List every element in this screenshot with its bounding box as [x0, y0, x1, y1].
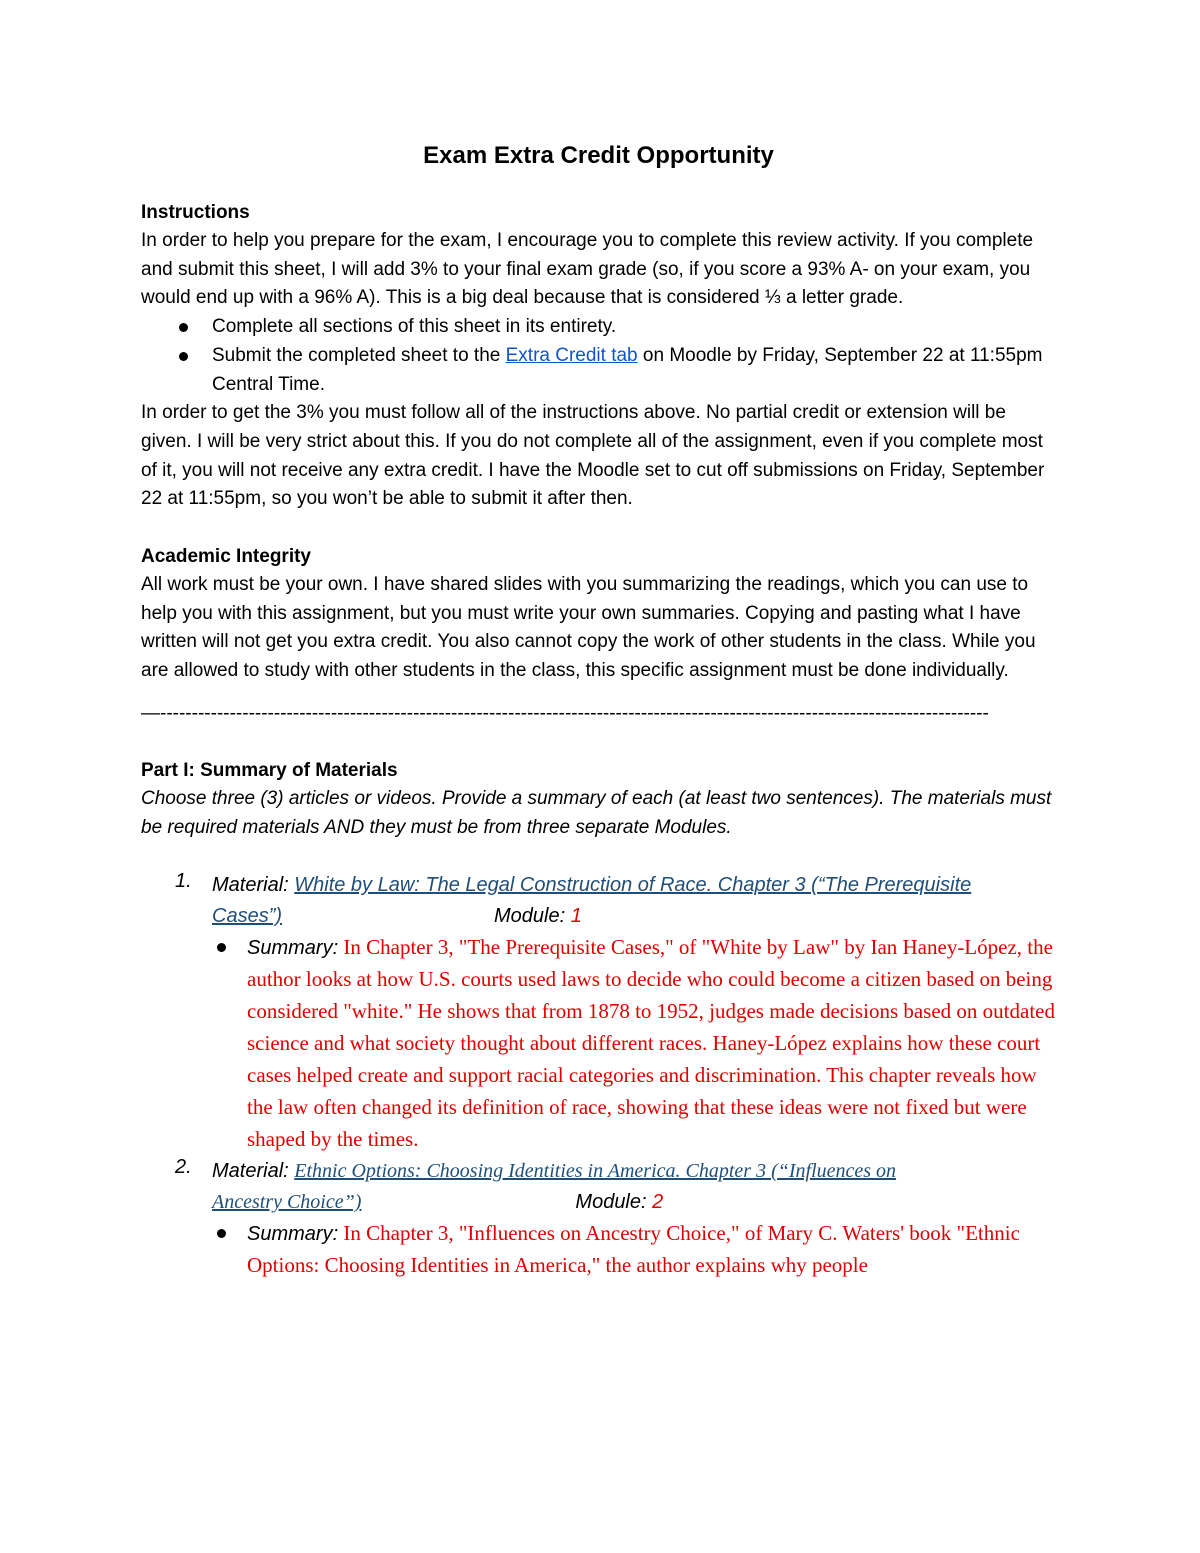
- material-line: [212, 901, 1056, 932]
- module-value: 1: [570, 905, 582, 928]
- material-label: Material:: [212, 1160, 295, 1183]
- material-line: [212, 870, 1056, 901]
- material-link[interactable]: Ancestry Choice”): [212, 1191, 362, 1214]
- list-item: [141, 313, 1056, 342]
- summary-label: Summary:: [247, 937, 339, 960]
- summary-list: [212, 932, 1056, 1156]
- module-label: Module:: [494, 905, 571, 928]
- section-divider: —-----------------------------------------------------------------------------------------------------------------------------------: [141, 702, 989, 724]
- bullet-text: Complete all sections of this sheet in its entirety.: [212, 316, 617, 338]
- bullet-icon: [179, 352, 188, 361]
- materials-list: [141, 870, 1056, 1282]
- bullet-icon: [217, 943, 226, 952]
- list-item: [141, 342, 1056, 399]
- material-number: 1.: [175, 870, 192, 893]
- material-line: [212, 1187, 1056, 1218]
- module-label: Module:: [575, 1191, 653, 1214]
- instructions-heading: Instructions: [141, 202, 250, 223]
- summary-text: In Chapter 3, "The Prerequisite Cases," of "White by Law" by Ian Haney-López, the author looks at how U.S. courts used laws to decide who could become a citizen based on being considered "white." He shows that from 1878 to 1952, judges made decisions based on outdated science and what society thought about different races. Haney-López explains how these court cases helped create and support racial categories and discrimination. This chapter reveals how the law often changed its definition of race, showing that these ideas were not fixed but were shaped by the times.: [247, 935, 1055, 1152]
- summary-list: [212, 1218, 1056, 1282]
- material-label: Material:: [212, 874, 295, 897]
- module-value: 2: [652, 1191, 664, 1214]
- summary-label: Summary:: [247, 1223, 339, 1246]
- bullet-text-pre: Submit the completed sheet to the: [212, 344, 506, 366]
- integrity-heading: Academic Integrity: [141, 546, 311, 568]
- material-item: [141, 870, 1056, 1156]
- bullet-icon: [217, 1229, 226, 1238]
- document-page: [141, 138, 1056, 1282]
- bullet-text-post: on Moodle by Friday, September 22 at 11:55pm Central Time.: [212, 344, 1043, 395]
- summary-item: [212, 1218, 1056, 1282]
- part1-heading: Part I: Summary of Materials: [141, 759, 398, 781]
- extra-credit-tab-link[interactable]: Extra Credit tab: [505, 344, 638, 366]
- spacer: [141, 514, 1056, 542]
- material-number: 2.: [175, 1156, 192, 1179]
- summary-item: [212, 932, 1056, 1156]
- part1-instructions: Choose three (3) articles or videos. Provide a summary of each (at least two sentences). The materials must be required materials AND they must be from three separate Modules.: [141, 787, 1052, 838]
- material-link[interactable]: White by Law: The Legal Construction of Race. Chapter 3 (“The Prerequisite: [294, 874, 972, 897]
- integrity-body: All work must be your own. I have shared slides with you summarizing the readings, which you can use to help you with this assignment, but you must write your own summaries. Copying and pasting what I have written will not get you extra credit. You also cannot copy the work of other students in the class. While you are allowed to study with other students in the class, this specific assignment must be done individually.: [141, 574, 1036, 682]
- material-link[interactable]: Cases”): [212, 905, 283, 928]
- document-title: Exam Extra Credit Opportunity: [423, 142, 774, 169]
- material-item: [141, 1156, 1056, 1282]
- summary-text: In Chapter 3, "Influences on Ancestry Choice," of Mary C. Waters' book "Ethnic Options: Choosing Identities in America," the author explains why people: [247, 1221, 1020, 1278]
- instructions-intro: In order to help you prepare for the exam, I encourage you to complete this review activity. If you complete and submit this sheet, I will add 3% to your final exam grade (so, if you score a 93% A- on your exam, you would end up with a 96% A). This is a big deal because that is considered ⅓ a letter grade.: [141, 230, 1034, 309]
- instructions-closing: In order to get the 3% you must follow all of the instructions above. No partial credit or extension will be given. I will be very strict about this. If you do not complete all of the assignment, even if you complete most of it, you will not receive any extra credit. I have the Moodle set to cut off submissions on Friday, September 22 at 11:55pm, so you won’t be able to submit it after then.: [141, 402, 1045, 510]
- spacer: [141, 842, 1056, 870]
- bullet-icon: [179, 323, 188, 332]
- spacer: [141, 728, 1056, 756]
- material-link[interactable]: Ethnic Options: Choosing Identities in America. Chapter 3 (“Influences on: [294, 1160, 897, 1183]
- instructions-bullet-list: [141, 313, 1056, 399]
- material-line: [212, 1156, 1056, 1187]
